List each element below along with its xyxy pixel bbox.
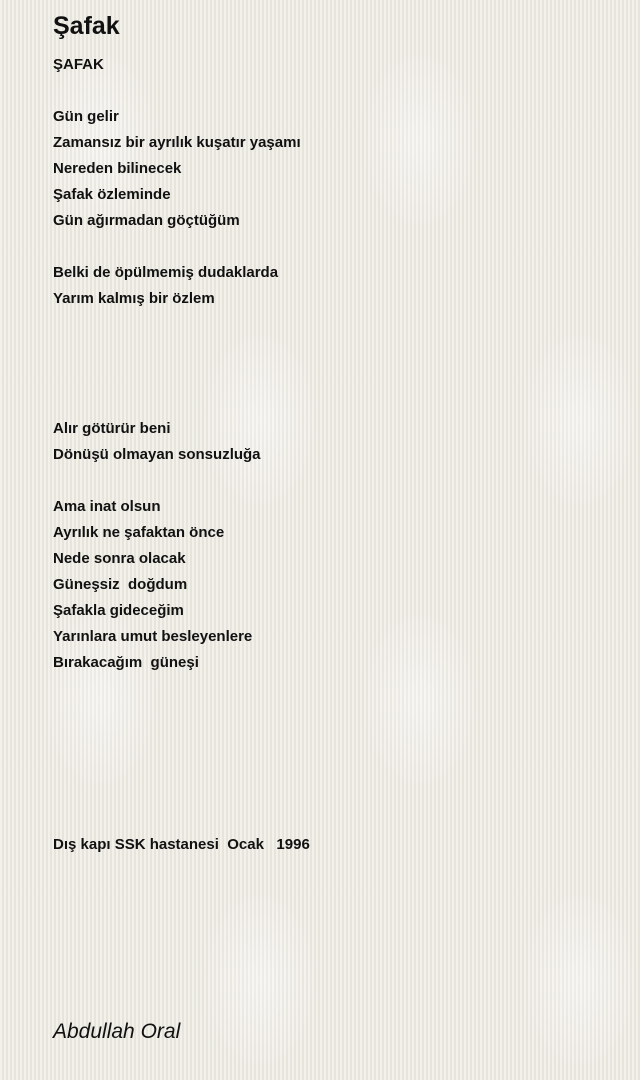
- poem-line: [53, 234, 310, 260]
- poem-line: Yarım kalmış bir özlem: [53, 290, 215, 307]
- poem-line: [53, 338, 310, 364]
- poem-line: [53, 806, 310, 832]
- poem-line: [53, 78, 310, 104]
- poem-line: Ayrılık ne şafaktan önce: [53, 524, 225, 541]
- poem-line: Dış kapı SSK hastanesi Ocak 1996: [53, 836, 310, 853]
- poem-line: [53, 390, 310, 416]
- poem-line: Şafak özleminde: [53, 186, 171, 203]
- poem-line: Güneşsiz doğdum: [53, 576, 188, 593]
- poem-line: [53, 468, 310, 494]
- poem-line: [53, 364, 310, 390]
- poem-line: ŞAFAK: [53, 56, 104, 73]
- poem-line: Zamansız bir ayrılık kuşatır yaşamı: [53, 134, 301, 151]
- poem-line: [53, 780, 310, 806]
- poem-line: [53, 728, 310, 754]
- poem-line: Belki de öpülmemiş dudaklarda: [53, 264, 279, 281]
- poem-line: Nereden bilinecek: [53, 160, 182, 177]
- poem-line: Ama inat olsun: [53, 498, 161, 515]
- poem-line: [53, 754, 310, 780]
- poem-line: Gün ağırmadan göçtüğüm: [53, 212, 240, 229]
- poem-line: [53, 312, 310, 338]
- poem-line: [53, 702, 310, 728]
- poem-line: Yarınlara umut besleyenlere: [53, 628, 253, 645]
- poem-line: Alır götürür beni: [53, 420, 171, 437]
- poem-page: [53, 0, 613, 1080]
- poem-line: Dönüşü olmayan sonsuzluğa: [53, 446, 261, 463]
- poem-line: Şafakla gideceğim: [53, 602, 184, 619]
- poem-body: [53, 52, 310, 858]
- poem-title: Şafak: [53, 12, 120, 40]
- poem-author: Abdullah Oral: [53, 1020, 181, 1043]
- poem-line: [53, 676, 310, 702]
- poem-line: Nede sonra olacak: [53, 550, 186, 567]
- poem-line: Gün gelir: [53, 108, 119, 125]
- poem-line: Bırakacağım güneşi: [53, 654, 199, 671]
